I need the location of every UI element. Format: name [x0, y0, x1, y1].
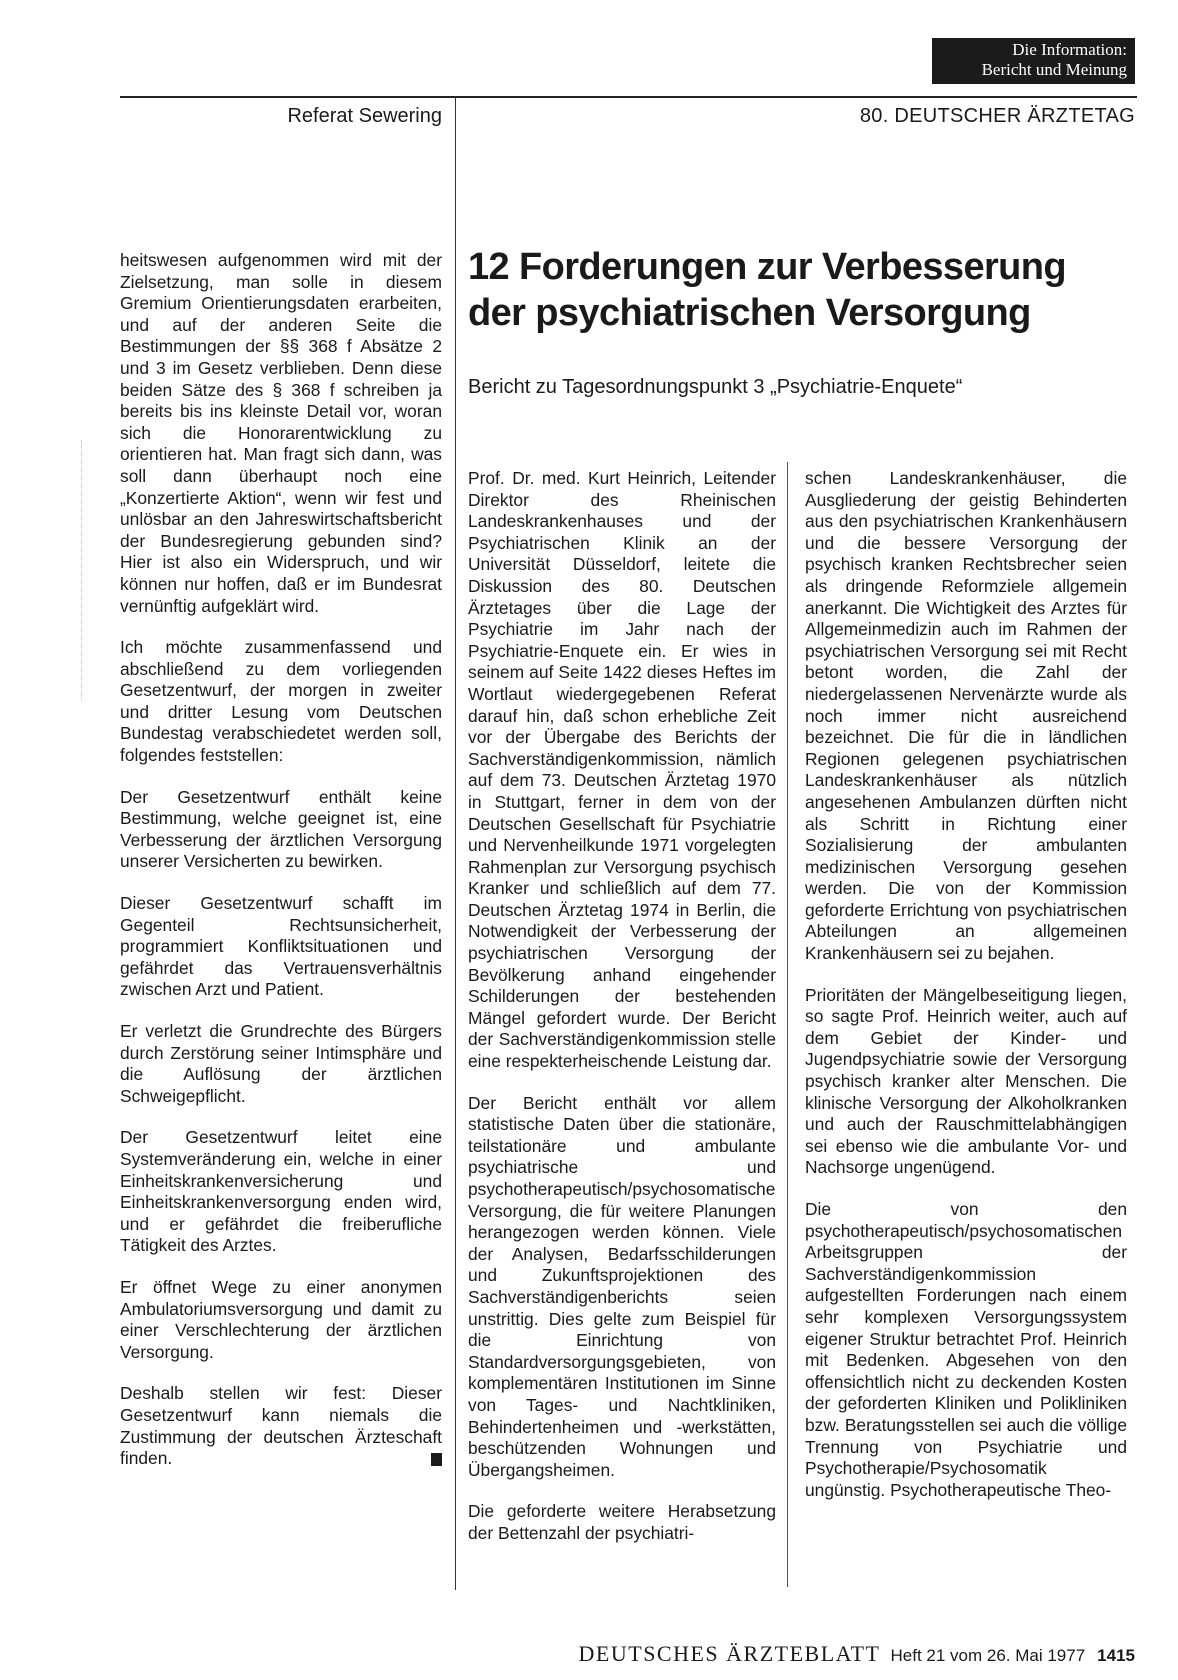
- margin-mark: [81, 440, 82, 700]
- running-head-right: 80. DEUTSCHER ÄRZTETAG: [859, 105, 1135, 127]
- running-head-left: Referat Sewering: [287, 105, 442, 127]
- paragraph: Er öffnet Wege zu einer anonymen Ambulatoriumsversorgung und damit zu einer Verschlechterung der ärztlichen Versorgung.: [120, 1276, 442, 1362]
- page-number: 1415: [1097, 1646, 1135, 1665]
- paragraph: Dieser Gesetzentwurf schafft im Gegenteil Rechtsunsicherheit, programmiert Konfliktsituationen und gefährdet das Vertrauensverhältnis zwischen Arzt und Patient.: [120, 893, 442, 1000]
- article-title: [468, 244, 1138, 336]
- section-badge: [932, 38, 1135, 84]
- paragraph: schen Landeskrankenhäuser, die Ausgliederung der geistig Behinderten aus den psychiatrischen Krankenhäusern und die bessere Versorgung der psychisch kranken Rechtsbrecher seien als dringende Reformziele allgemein anerkannt. Die Wichtigkeit des Arztes für Allgemeinmedizin auch im Rahmen der psychiatrischen Versorgung sei mit Recht betont worden, die Zahl der niedergelassenen Nervenärzte wurde als noch immer nicht ausreichend bezeichnet. Die für die in ländlichen Regionen gelegenen psychiatrischen Landeskrankenhäuser als nützlich angesehenen Ambulanzen dürften nicht als Schritt in Richtung einer Sozialisierung der ambulanten medizinischen Versorgung gesehen werden. Die von der Kommission geforderte Errichtung von psychiatrischen Abteilungen an allgemeinen Krankenhäusern sei zu bejahen.: [805, 468, 1127, 964]
- left-column: [120, 250, 442, 1470]
- closing-text: Deshalb stellen wir fest: Dieser Gesetzentwurf kann niemals die Zustimmung der deutschen Ärzteschaft finden.: [120, 1383, 442, 1469]
- paragraph: Der Bericht enthält vor allem statistische Daten über die stationäre, teilstationäre und ambulante psychiatrische und psychotherapeutisch/psychosomatische Versorgung, die für weitere Planungen herangezogen werden können. Viele der Analysen, Bedarfsschilderungen und Zukunftsprojektionen des Sachverständigenberichts seien unstrittig. Dies gelte zum Beispiel für die Einrichtung von Standardversorgungsgebieten, von komplementären Institutionen im Sinne von Tages- und Nachtkliniken, Behindertenheimen und -werkstätten, beschützenden Wohnungen und Übergangsheimen.: [468, 1092, 776, 1480]
- right-column: [805, 468, 1127, 1501]
- paragraph: Prof. Dr. med. Kurt Heinrich, Leitender Direktor des Rheinischen Landeskrankenhauses und der Psychiatrischen Klinik an der Universität Düsseldorf, leitete die Diskussion des 80. Deutschen Ärztetages über die Lage der Psychiatrie im Jahr nach der Psychiatrie-Enquete ein. Er wies in seinem auf Seite 1422 dieses Heftes im Wortlaut wiedergegebenen Referat darauf hin, daß schon erhebliche Zeit vor der Übergabe des Berichts der Sachverständigenkommission, nämlich auf dem 73. Deutschen Ärztetag 1970 in Stuttgart, ferner in dem von der Deutschen Gesellschaft für Psychiatrie und Nervenheilkunde 1971 vorgelegten Rahmenplan zur Versorgung psychisch Kranker und schließlich auf dem 77. Deutschen Ärztetag 1974 in Berlin, die Notwendigkeit der Verbesserung der psychiatrischen Versorgung der Bevölkerung anhand eingehender Schilderungen der bestehenden Mängel gefordert wurde. Der Bericht der Sachverständigenkommission stelle eine respekterheischende Leistung dar.: [468, 468, 776, 1072]
- badge-line-1: Die Information:: [1012, 40, 1127, 59]
- column-divider-right: [787, 462, 788, 1587]
- article-title-line-2: der psychiatrischen Versorgung: [468, 292, 1031, 334]
- paragraph: Prioritäten der Mängelbeseitigung liegen, so sagte Prof. Heinrich weiter, auch auf dem Gebiet der Kinder- und Jugendpsychiatrie sowie der Versorgung psychisch kranker alter Menschen. Die klinische Versorgung der Alkoholkranken und auch der Rauschmittelabhängigen sei ebenso wie die ambulante Vor- und Nachsorge ungenügend.: [805, 984, 1127, 1178]
- paragraph: heitswesen aufgenommen wird mit der Zielsetzung, man solle in diesem Gremium Orientierungsdaten erarbeiten, und auf der anderen Seite die Bestimmungen der §§ 368 f Absätze 2 und 3 im Gesetz verblieben. Denn diese beiden Sätze des § 368 f schreiben ja bereits bis ins kleinste Detail vor, woran sich die Honorarentwicklung zu orientieren hat. Man fragt sich dann, was soll dann überhaupt noch eine „Konzertierte Aktion“, wenn wir fest und unlösbar an den Jahreswirtschaftsbericht der Bundesregierung gebunden sind? Hier ist also ein Widerspruch, und wir können nur hoffen, daß er im Bundesrat vernünftig aufgeklärt wird.: [120, 250, 442, 616]
- article-subtitle: Bericht zu Tagesordnungspunkt 3 „Psychiatrie-Enquete“: [468, 376, 963, 398]
- end-of-article-icon: [431, 1453, 442, 1466]
- column-divider-left: [455, 96, 456, 1590]
- badge-line-2: Bericht und Meinung: [981, 60, 1127, 79]
- issue-info: Heft 21 vom 26. Mai 1977: [890, 1646, 1086, 1665]
- magazine-name: DEUTSCHES ÄRZTEBLATT: [578, 1641, 881, 1666]
- paragraph: Er verletzt die Grundrechte des Bürgers durch Zerstörung seiner Intimsphäre und die Auflösung der ärztlichen Schweigepflicht.: [120, 1021, 442, 1106]
- article-title-line-1: 12 Forderungen zur Verbesserung: [468, 246, 1067, 288]
- page-footer: [300, 1641, 1135, 1667]
- paragraph: Ich möchte zusammenfassend und abschließend zu dem vorliegenden Gesetzentwurf, der morgen in zweiter und dritter Lesung vom Deutschen Bundestag verabschiedetet werden soll, folgendes feststellen:: [120, 637, 442, 766]
- closing-paragraph: [120, 1383, 442, 1469]
- paragraph: Der Gesetzentwurf enthält keine Bestimmung, welche geeignet ist, eine Verbesserung der ärztlichen Versorgung unserer Versicherten zu bewirken.: [120, 786, 442, 872]
- header-rule: [120, 96, 1137, 98]
- paragraph: Die geforderte weitere Herabsetzung der Bettenzahl der psychiatri-: [468, 1501, 776, 1543]
- paragraph: Die von den psychotherapeutisch/psychosomatischen Arbeitsgruppen der Sachverständigenkommission aufgestellten Forderungen nach einem sehr komplexen Versorgungssystem eigener Struktur betrachtet Prof. Heinrich mit Bedenken. Abgesehen von den offensichtlich nicht zu deckenden Kosten der geforderten Kliniken und Polikliniken bzw. Beratungsstellen sei auch die völlige Trennung von Psychiatrie und Psychotherapie/Psychosomatik ungünstig. Psychotherapeutische Theo-: [805, 1199, 1127, 1500]
- middle-column: [468, 468, 776, 1545]
- paragraph: Der Gesetzentwurf leitet eine Systemveränderung ein, welche in einer Einheitskrankenversicherung und Einheitskrankenversorgung enden wird, und er gefährdet die freiberufliche Tätigkeit des Arztes.: [120, 1127, 442, 1256]
